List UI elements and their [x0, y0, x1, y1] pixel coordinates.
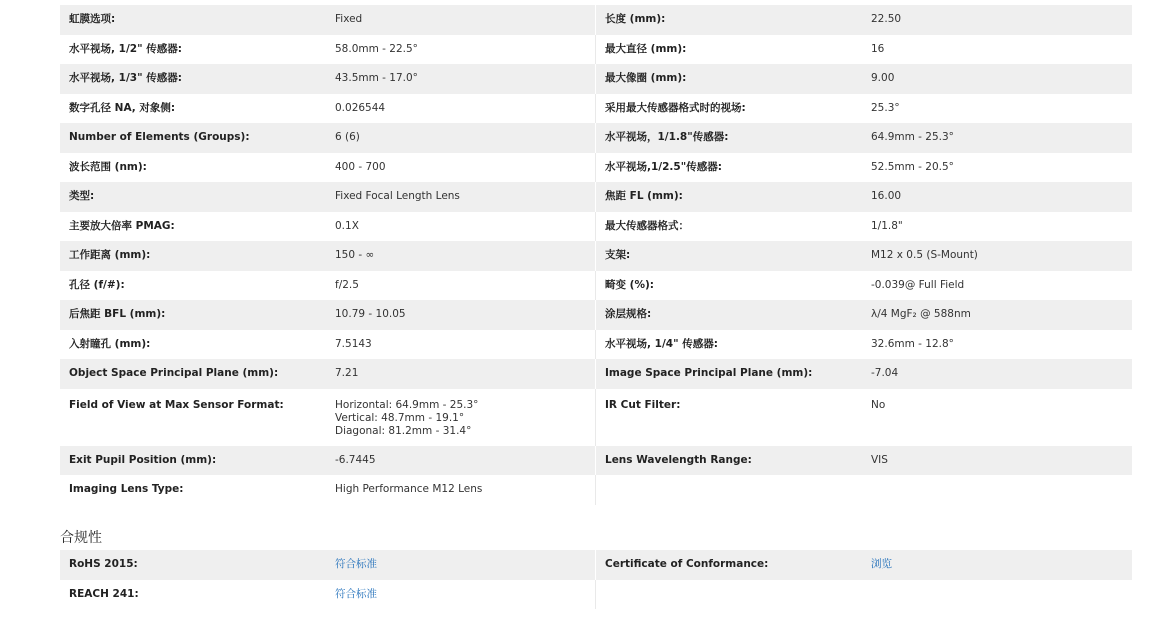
reach-label: REACH 241: — [69, 587, 139, 600]
fov-horizontal: Horizontal: 64.9mm - 25.3° — [335, 398, 479, 411]
spec-value: -6.7445 — [335, 453, 376, 466]
rohs-label: RoHS 2015: — [69, 558, 138, 570]
spec-value: 0.026544 — [335, 101, 386, 114]
fov-diagonal: Diagonal: 81.2mm - 31.4° — [335, 424, 472, 437]
spec-value-empty — [862, 475, 1132, 505]
spec-value: 32.6mm - 12.8° — [871, 337, 954, 350]
spec-value: 10.79 - 10.05 — [335, 308, 406, 320]
spec-table — [60, 5, 1132, 505]
spec-label: 水平视场，1/1.8"传感器: — [605, 131, 729, 143]
spec-label: Image Space Principal Plane (mm): — [605, 367, 813, 379]
spec-label: Object Space Principal Plane (mm): — [69, 367, 279, 379]
reach-compliant-link[interactable]: 符合标准 — [335, 587, 377, 600]
spec-label: 最大传感器格式： — [605, 219, 689, 232]
rohs-compliant-link[interactable]: 符合标准 — [335, 558, 377, 570]
spec-value: No — [871, 398, 886, 411]
spec-label: IR Cut Filter: — [605, 398, 681, 411]
compliance-row — [60, 580, 1132, 610]
spec-label: 采用最大传感器格式时的视场: — [605, 101, 746, 114]
spec-label: 水平视场, 1/4" 传感器: — [605, 337, 718, 350]
spec-value: 64.9mm - 25.3° — [871, 131, 954, 143]
spec-value-empty — [862, 580, 1132, 610]
spec-value: 400 - 700 — [335, 160, 386, 173]
spec-row — [60, 35, 1132, 65]
coc-label: Certificate of Conformance: — [605, 558, 769, 570]
spec-row — [60, 300, 1132, 330]
spec-label: 后焦距 BFL (mm): — [69, 308, 166, 320]
spec-row — [60, 64, 1132, 94]
spec-value: M12 x 0.5 (S-Mount) — [871, 249, 978, 261]
spec-value: VIS — [871, 453, 888, 466]
spec-row-fov — [60, 389, 1132, 446]
spec-row — [60, 271, 1132, 301]
spec-label: 最大直径 (mm): — [605, 42, 687, 55]
spec-label: 入射瞳孔 (mm): — [69, 337, 151, 350]
spec-value: Fixed — [335, 13, 363, 25]
spec-label: Imaging Lens Type: — [69, 483, 184, 495]
spec-label-empty — [596, 475, 862, 505]
coc-view-link[interactable]: 浏览 — [871, 558, 892, 570]
spec-label: 畸变 (%): — [605, 278, 654, 291]
spec-row — [60, 212, 1132, 242]
spec-value: 7.21 — [335, 367, 359, 379]
spec-label: 工作距离 (mm): — [69, 249, 151, 261]
spec-row — [60, 94, 1132, 124]
spec-label-empty — [596, 580, 862, 610]
spec-value: 6 (6) — [335, 131, 360, 143]
spec-value: λ/4 MgF₂ @ 588nm — [871, 308, 971, 320]
spec-label: 支架: — [605, 249, 631, 261]
spec-row — [60, 475, 1132, 505]
spec-value: 58.0mm - 22.5° — [335, 42, 418, 55]
spec-label: 长度 (mm): — [605, 13, 666, 25]
spec-value: f/2.5 — [335, 278, 359, 291]
spec-value: 9.00 — [871, 72, 895, 84]
spec-value: 25.3° — [871, 101, 900, 114]
spec-value: -7.04 — [871, 367, 899, 379]
spec-value: 52.5mm - 20.5° — [871, 160, 954, 173]
compliance-row — [60, 550, 1132, 580]
fov-vertical: Vertical: 48.7mm - 19.1° — [335, 411, 465, 424]
compliance-heading: 合规性 — [60, 530, 102, 546]
spec-value: Fixed Focal Length Lens — [335, 190, 460, 202]
compliance-table — [60, 550, 1132, 609]
spec-label: Exit Pupil Position (mm): — [69, 453, 217, 466]
spec-label: 孔径 (f/#): — [69, 278, 125, 291]
spec-label: 水平视场, 1/3" 传感器: — [69, 72, 182, 84]
spec-value: 16.00 — [871, 190, 902, 202]
spec-value: 43.5mm - 17.0° — [335, 72, 418, 84]
spec-row — [60, 153, 1132, 183]
spec-value: 1/1.8" — [871, 219, 903, 232]
spec-label: 水平视场, 1/2" 传感器: — [69, 42, 182, 55]
spec-label: 水平视场,1/2.5"传感器: — [605, 160, 722, 173]
spec-value: -0.039@ Full Field — [871, 278, 965, 291]
spec-label: Field of View at Max Sensor Format: — [69, 398, 284, 411]
spec-label: 波长范围 (nm): — [69, 160, 147, 173]
spec-label: 虹膜选项: — [69, 13, 116, 25]
fov-values — [326, 389, 595, 446]
spec-row — [60, 359, 1132, 389]
spec-label: 焦距 FL (mm): — [605, 190, 683, 202]
spec-value: 22.50 — [871, 13, 902, 25]
spec-row — [60, 123, 1132, 153]
spec-label: 涂层规格: — [605, 308, 652, 320]
spec-value: 7.5143 — [335, 337, 372, 350]
spec-row — [60, 5, 1132, 35]
spec-label: Lens Wavelength Range: — [605, 453, 752, 466]
spec-value: 0.1X — [335, 219, 359, 232]
spec-value: High Performance M12 Lens — [335, 483, 483, 495]
spec-label: 数字孔径 NA, 对象侧: — [69, 101, 176, 114]
spec-label: 类型: — [69, 190, 95, 202]
spec-row — [60, 241, 1132, 271]
spec-value: 150 - ∞ — [335, 249, 375, 261]
spec-row — [60, 446, 1132, 476]
spec-row — [60, 330, 1132, 360]
spec-label: 最大像圈 (mm): — [605, 72, 687, 84]
spec-row — [60, 182, 1132, 212]
spec-value: 16 — [871, 42, 885, 55]
spec-label: 主要放大倍率 PMAG: — [69, 219, 175, 232]
spec-label: Number of Elements (Groups): — [69, 131, 250, 143]
